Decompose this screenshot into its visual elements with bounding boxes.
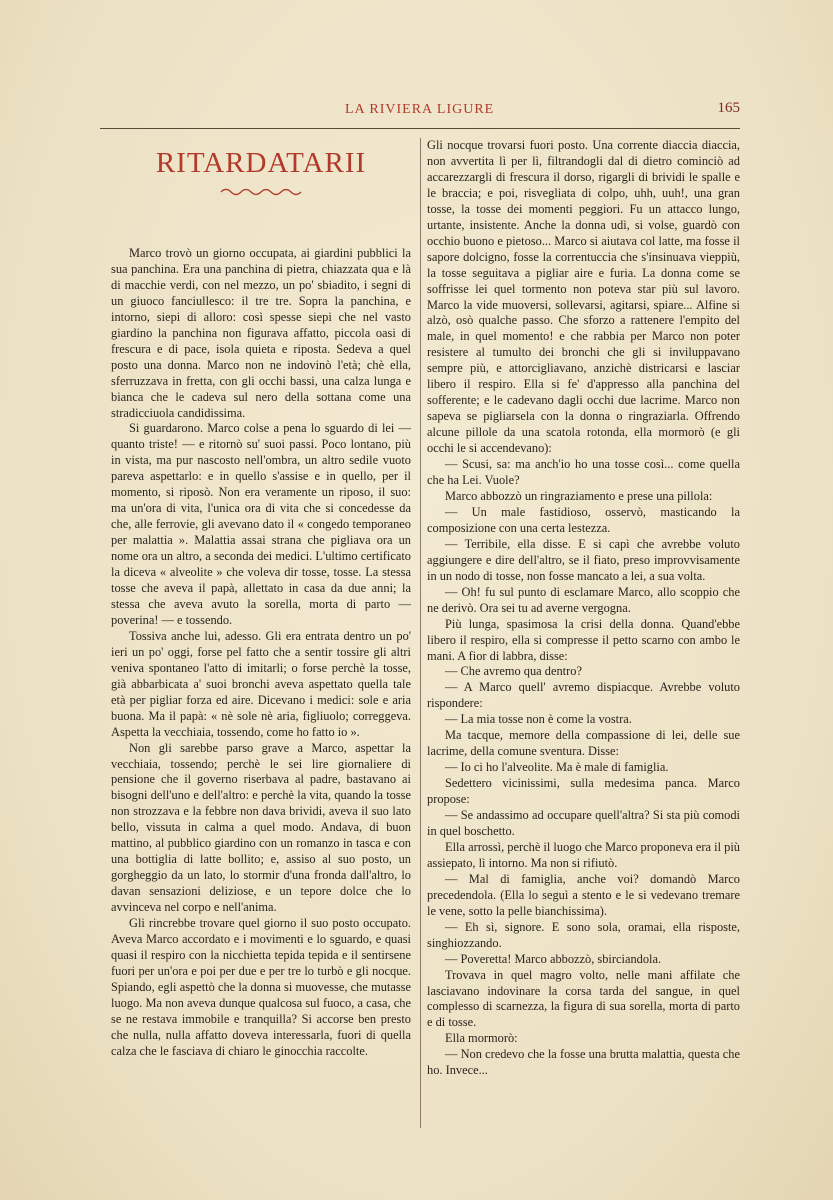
paragraph: Ma tacque, memore della compassione di lei, delle sue lacrime, della comune sventura. Disse: — [427, 728, 740, 759]
dialogue-line: — Oh! fu sul punto di esclamare Marco, allo scoppio che ne derivò. Ora sei tu ad averne vergogna. — [427, 584, 740, 615]
paragraph: Ella mormorò: — [445, 1031, 518, 1046]
dialogue-line: — Che avremo qua dentro? — [445, 664, 582, 679]
dialogue-line: — Eh sì, signore. E sono sola, oramai, ella risposte, singhiozzando. — [427, 919, 740, 950]
dialogue-line: — Se andassimo ad occupare quell'altra? Si sta più comodi in quel boschetto. — [427, 808, 740, 838]
dialogue-line: — Terribile, ella disse. E si capì che avrebbe voluto aggiungere e dire dell'altro, se il fiato, preso improvvisamente in un nodo di tosse, non fosse mancato a lei, a sua volta. — [427, 536, 740, 583]
wavy-line-ornament-icon — [111, 186, 411, 196]
dialogue-line: — Poveretta! Marco abbozzò, sbirciandola. — [445, 951, 662, 966]
dialogue-line: — Scusi, sa: ma anch'io ho una tosse così... come quella che ha Lei. Vuole? — [427, 457, 740, 488]
paragraph: Marco trovò un giorno occupata, ai giardini pubblici la sua panchina. Era una panchina di pietra, chiazzata qua e là di macchie verdi, con nel mezzo, un po' sbiadito, i segni di un giuoco fanciullesco: il tre tre. Sopra la panchina, e intorno, siepi di alloro: così spesse siepi che nel vasto giardino la panchina non figurava affatto, piccola oasi di frescura e di pace, isola quieta e riposta. Sedeva a quel posto una donna. Marco non ne indovinò l'età; chè ella, sferruzzava in fretta, con gli occhi bassi, una calza lunga e bianca che le cadeva sul nero della sottana come una stradicciuola candidissima. — [111, 246, 411, 420]
paragraph: Trovava in quel magro volto, nelle mani affilate che lasciavano indovinare la corsa tarda del sangue, in quel complesso di scarnezza, la figura di sua sorella, morta di parto e di tosse. — [427, 967, 740, 1030]
dialogue-line: — Mal di famiglia, anche voi? domandò Marco precedendola. (Ella lo seguì a stento e le si vedevano tremare le vene, sotto la pelle bianchissima). — [427, 871, 740, 918]
page-header — [100, 98, 740, 120]
paragraph: Tossiva anche lui, adesso. Gli era entrata dentro un po' ieri un po' oggi, forse pel fatto che a sentir tossire gli altri veniva spontaneo l'atto di imitarli; o forse perchè la tosse, già abbarbicata a' suoi bronchi aveva aspettato quella tale età per pigliar forza ed aire. Dicevano i medici: sole e aria buona. Ma il papà: « nè sole nè aria, figliuolo; correggeva. Aspetta la vecchiaia, tossendo, come ho fatto io ». — [111, 628, 411, 739]
paragraph: Ella arrossì, perchè il luogo che Marco proponeva era il più assiepato, lì intorno. Ma non si rifiutò. — [427, 839, 740, 870]
right-column — [427, 138, 740, 1079]
paragraph: Gli nocque trovarsi fuori posto. Una corrente diaccia diaccia, non avvertita lì per lì, filtrandogli dal di dietro cominciò ad accarezzargli di frescura il dorso, rigargli di brividi le spalle e le braccia; e poi, risvegliata di colpo, uhh, uuh!, una gran tosse, la tosse dei momenti peggiori. Fu un attacco lungo, urtante, insistente. Anche la donna udì, si volse, guardò con occhio buono e pietoso... Marco si aiutava col latte, ma fosse il sapore dolcigno, fosse la correntuccia che s'insinuava vieppiù, la tosse seguitava a pigliar aire e furia. La donna come se soffrisse lei quel tormento non poteva star più sul lavoro. Marco la vide muoversi, sollevarsi, agitarsi, spiare... Alfine si alzò, osò qualche passo. Che sforzo a rattenere l'empito del male, in quel momento! e che rabbia per Marco non poter resistere al tumulto dei bronchi che gli si inviluppavano sempre più, e attorcigliavano, anzichè districarsi e lasciar libero il respiro. Ella si fe' d'appresso alla panchina del sofferente; e le cadevano dagli occhi due lacrime. Marco non sapeva se pigliarsela con la donna o ringraziarla. Offrendo alcune pillole da una scatola rotonda, ella mormorò (e gli occhi le si accendevano): — [427, 138, 740, 456]
paragraph: Non gli sarebbe parso grave a Marco, aspettar la vecchiaia, tossendo; perchè le sei lire giornaliere di pensione che il governo riserbava al padre, bastavano ai bisogni dell'uno e dell'altro: e perchè la vita, quando la tosse non strozzava e la febbre non dava brividi, aveva il suo lato bello, vissuta in calma a quel modo. Andava, di buon mattino, al pubblico giardino con un romanzo in tasca e con una bottiglia di latte bollito; e, assiso al suo posto, un gorgheggio da un lato, lo stormir d'una fronda dall'altro, lo davan sensazioni deliziose, e un tepore dolce che lo avvinceva nel corpo e nell'anima. — [111, 740, 411, 915]
running-title: LA RIVIERA LIGURE — [345, 102, 495, 117]
left-column — [111, 138, 411, 1060]
dialogue-line: — Io ci ho l'alveolite. Ma è male di famiglia. — [445, 760, 669, 775]
paragraph: Marco abbozzò un ringraziamento e prese una pillola: — [445, 488, 713, 503]
dialogue-line: — Non credevo che la fosse una brutta malattia, questa che ho. Invece... — [427, 1047, 740, 1078]
paragraph: Gli rincrebbe trovare quel giorno il suo posto occupato. Aveva Marco accordato e i movimenti e lo sguardo, e quasi quasi il respiro con la nicchietta tepida tepida e il sentirsene fuori per un'ora e poi per due e per tre lo turbò e gli nocque. Spiando, egli aspettò che la donna si muovesse, che mutasse luogo. Ma non aveva dunque qualcosa sul fuoco, a casa, che se ne restava immobile e tranquilla? Si accorse ben presto che nulla, nulla affatto doveva interessarla, fuori di quella calza che le fasciava di chiaro le ginocchia raccolte. — [111, 916, 411, 1058]
dialogue-line: — Un male fastidioso, osservò, masticando la composizione con una certa lestezza. — [427, 504, 740, 535]
paragraph: Si guardarono. Marco colse a pena lo sguardo di lei — quanto triste! — e ritornò su' suoi passi. Poco lontano, più in vista, ma pur nascosto nell'ombra, un altro sedile vuoto pareva aspettarlo: e in quello s'assise e in quello, per il momento, si riposò. Non era veramente un riposo, il suo: ma un'ora di vita, l'unica ora di vita che si concedesse da che, alle ferrovie, gli avevano dato il « congedo temporaneo per malattia ». Malattia assai strana che pigliava ora un nome ora un altro, a seconda dei medici. L'ultimo certificato la diceva « alveolite » che voleva dir tosse, tosse. La stessa tosse che aveva il papà, allettato in casa da due anni; la stessa che aveva avuto la sorella, morta di parto — poverina! — e tossendo. — [111, 421, 411, 627]
paragraph: Sedettero vicinissimi, sulla medesima panca. Marco propose: — [427, 776, 740, 807]
title-block — [111, 138, 411, 246]
article-title: RITARDATARII — [155, 147, 367, 179]
header-rule — [100, 128, 740, 129]
column-divider — [420, 138, 421, 1128]
dialogue-line: — A Marco quell' avremo dispiacque. Avrebbe voluto rispondere: — [427, 680, 740, 711]
page-number: 165 — [717, 100, 740, 116]
paragraph: Più lunga, spasimosa la crisi della donna. Quand'ebbe libero il respiro, ella si compresse il petto scarno con ambo le mani. A fior di labbra, disse: — [427, 616, 740, 663]
dialogue-line: — La mia tosse non è come la vostra. — [445, 712, 632, 727]
